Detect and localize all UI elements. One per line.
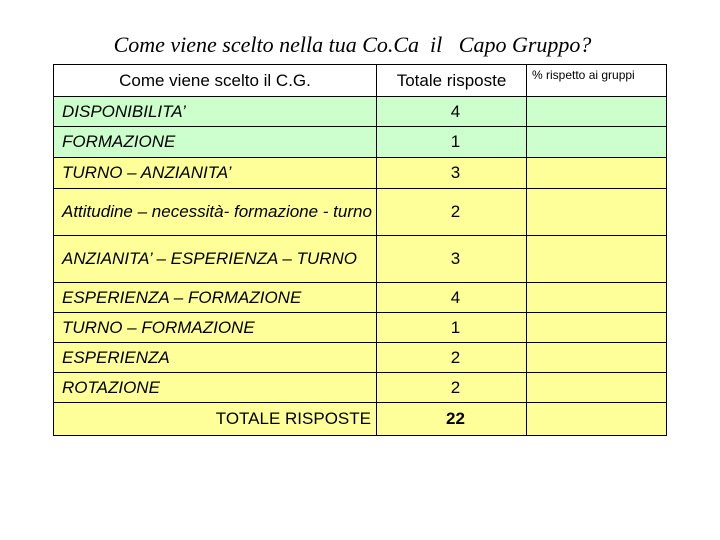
row-label: TURNO – FORMAZIONE	[54, 313, 377, 343]
row-label: ANZIANITA’ – ESPERIENZA – TURNO	[54, 236, 377, 283]
row-percent	[527, 373, 667, 403]
column-header-percent: % rispetto ai gruppi	[527, 65, 667, 97]
row-label: Attitudine – necessità- formazione - turno	[54, 189, 377, 236]
row-percent	[527, 189, 667, 236]
row-value: 2	[377, 189, 527, 236]
row-percent	[527, 313, 667, 343]
row-label: DISPONIBILITA’	[54, 97, 377, 127]
row-percent	[527, 97, 667, 127]
row-percent	[527, 283, 667, 313]
total-value: 22	[377, 403, 527, 436]
row-percent	[527, 343, 667, 373]
row-value: 1	[377, 313, 527, 343]
table-row	[54, 97, 667, 127]
row-percent	[527, 158, 667, 189]
table-header-row	[54, 65, 667, 97]
row-value: 1	[377, 127, 527, 158]
table-row	[54, 313, 667, 343]
column-header-method: Come viene scelto il C.G.	[54, 65, 377, 97]
table-row	[54, 283, 667, 313]
row-label: FORMAZIONE	[54, 127, 377, 158]
page-title: Come viene scelto nella tua Co.Ca il Capo Gruppo?	[113, 32, 592, 57]
table-row	[54, 189, 667, 236]
responses-table	[53, 64, 667, 436]
row-value: 3	[377, 236, 527, 283]
row-label: TURNO – ANZIANITA’	[54, 158, 377, 189]
row-percent	[527, 127, 667, 158]
row-value: 2	[377, 373, 527, 403]
row-label: ESPERIENZA – FORMAZIONE	[54, 283, 377, 313]
table-row	[54, 373, 667, 403]
row-value: 4	[377, 97, 527, 127]
row-label: ESPERIENZA	[54, 343, 377, 373]
row-label: ROTAZIONE	[54, 373, 377, 403]
row-value: 4	[377, 283, 527, 313]
total-percent	[527, 403, 667, 436]
table-row	[54, 343, 667, 373]
table-row	[54, 236, 667, 283]
total-label: TOTALE RISPOSTE	[54, 403, 377, 436]
row-percent	[527, 236, 667, 283]
row-value: 3	[377, 158, 527, 189]
table-row	[54, 127, 667, 158]
total-row	[54, 403, 667, 436]
row-value: 2	[377, 343, 527, 373]
table-row	[54, 158, 667, 189]
column-header-total: Totale risposte	[377, 65, 527, 97]
